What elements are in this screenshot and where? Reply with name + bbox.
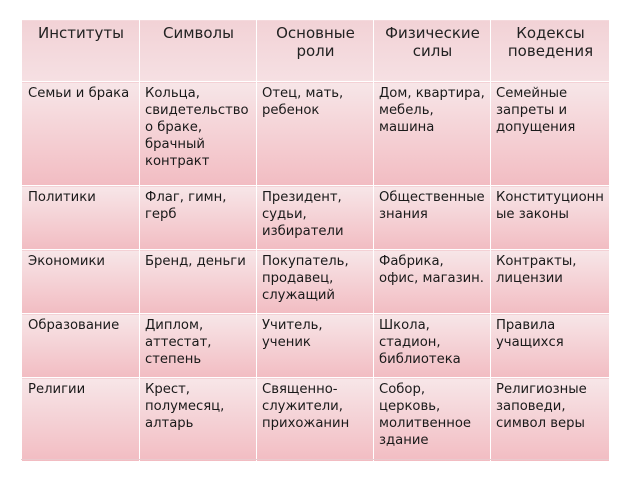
cell-institution: Религии [22, 378, 140, 462]
cell-codes: Контракты, лицензии [491, 250, 610, 314]
header-main-roles: Основные роли [257, 20, 374, 82]
cell-physical: Школа, стадион, библиотека [374, 314, 491, 378]
cell-institution: Семьи и брака [22, 82, 140, 186]
cell-codes: Правила учащихся [491, 314, 610, 378]
cell-roles: Президент, судьи, избиратели [257, 186, 374, 250]
header-codes-of-conduct: Кодексы поведения [491, 20, 610, 82]
cell-symbols: Крест, полумесяц, алтарь [140, 378, 257, 462]
cell-codes: Семейные запреты и допущения [491, 82, 610, 186]
cell-codes: Религиозные заповеди, символ веры [491, 378, 610, 462]
cell-institution: Экономики [22, 250, 140, 314]
header-institutions: Институты [22, 20, 140, 82]
cell-institution: Образование [22, 314, 140, 378]
table-row-education [22, 314, 610, 378]
institutions-table [21, 19, 610, 462]
cell-symbols: Диплом, аттестат, степень [140, 314, 257, 378]
cell-roles: Учитель, ученик [257, 314, 374, 378]
cell-symbols: Кольца, свидетельство о браке, брачный контракт [140, 82, 257, 186]
table-row-religion [22, 378, 610, 462]
cell-roles: Отец, мать, ребенок [257, 82, 374, 186]
cell-codes: Конституционные законы [491, 186, 610, 250]
cell-symbols: Бренд, деньги [140, 250, 257, 314]
cell-physical: Собор, церковь, молитвенное здание [374, 378, 491, 462]
header-physical-forces: Физические силы [374, 20, 491, 82]
cell-roles: Покупатель, продавец, служащий [257, 250, 374, 314]
header-symbols: Символы [140, 20, 257, 82]
cell-physical: Фабрика, офис, магазин. [374, 250, 491, 314]
header-row [22, 20, 610, 82]
cell-symbols: Флаг, гимн, герб [140, 186, 257, 250]
cell-roles: Священно-служители, прихожанин [257, 378, 374, 462]
table-row-economy [22, 250, 610, 314]
table-row-family [22, 82, 610, 186]
cell-physical: Общественные знания [374, 186, 491, 250]
cell-physical: Дом, квартира, мебель, машина [374, 82, 491, 186]
cell-institution: Политики [22, 186, 140, 250]
table-row-politics [22, 186, 610, 250]
table-bottom-edge [21, 459, 609, 460]
